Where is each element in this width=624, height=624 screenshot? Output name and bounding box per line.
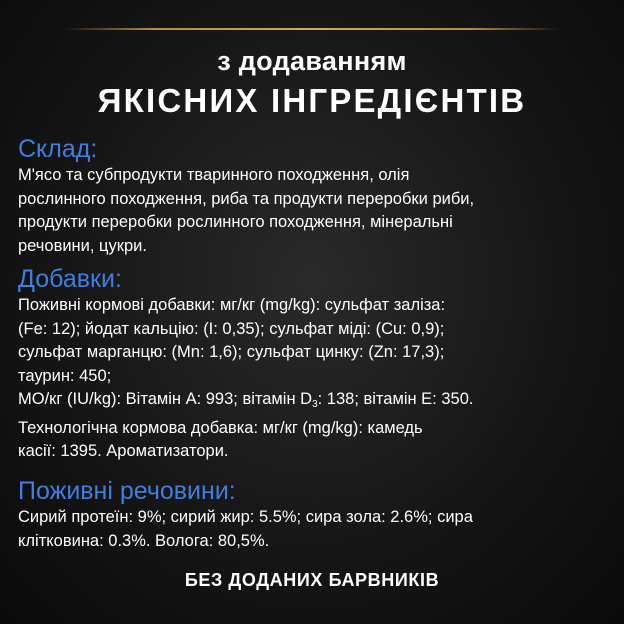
composition-text: [18, 164, 614, 258]
additives-line: Технологічна кормова добавка: мг/кг (mg/kg): камедь: [18, 418, 423, 437]
additives-text: [18, 294, 614, 464]
nutrients-text: [18, 506, 614, 553]
additives-line: таурин: 450;: [18, 366, 112, 385]
vitamins-text: МО/кг (IU/kg): Вітамін А: 993; вітамін D: [18, 390, 313, 408]
header-title: ЯКІСНИХ ІНГРЕДІЄНТІВ: [97, 82, 527, 119]
nutrients-line: Сирий протеїн: 9%; сирий жир: 5.5%; сира зола: 2.6%; сира: [18, 508, 473, 526]
nutrients-line: клітковина: 0.3%. Волога: 80,5%.: [18, 531, 270, 550]
composition-line: речовини, цукри.: [18, 236, 147, 255]
composition-line: М'ясо та субпродукти тваринного походження, олія: [18, 166, 410, 184]
additives-line: (Fe: 12); йодат кальцію: (І: 0,35); сульфат міді: (Cu: 0,9);: [18, 319, 445, 338]
composition-title: Склад:: [18, 135, 98, 163]
composition-line: рослинного походження, риба та продукти переробки риби,: [18, 189, 475, 208]
gold-divider-line: [64, 28, 560, 30]
additives-line: сульфат марганцю: (Mn: 1,6); сульфат цинку: (Zn: 17,3);: [18, 343, 445, 361]
additives-section: [18, 264, 614, 464]
vitamins-text-end: : 138; вітамін Е: 350.: [317, 390, 474, 408]
composition-line: продукти переробки рослинного походження, мінеральні: [18, 213, 453, 231]
additives-line: касії: 1395. Ароматизатори.: [18, 442, 229, 460]
header-subtitle: з додаванням: [217, 46, 407, 76]
composition-section: [18, 134, 614, 258]
vitamins-line: [18, 388, 614, 417]
no-colorants-footer: БЕЗ ДОДАНИХ БАРВНИКІВ: [184, 570, 440, 590]
nutrients-section: [18, 476, 614, 553]
additives-line: Поживні кормові добавки: мг/кг (mg/kg): сульфат заліза:: [18, 296, 446, 314]
additives-title: Добавки:: [18, 265, 122, 293]
nutrients-title: Поживні речовини:: [18, 477, 236, 505]
vitamin-d-subscript: 3: [312, 399, 318, 410]
